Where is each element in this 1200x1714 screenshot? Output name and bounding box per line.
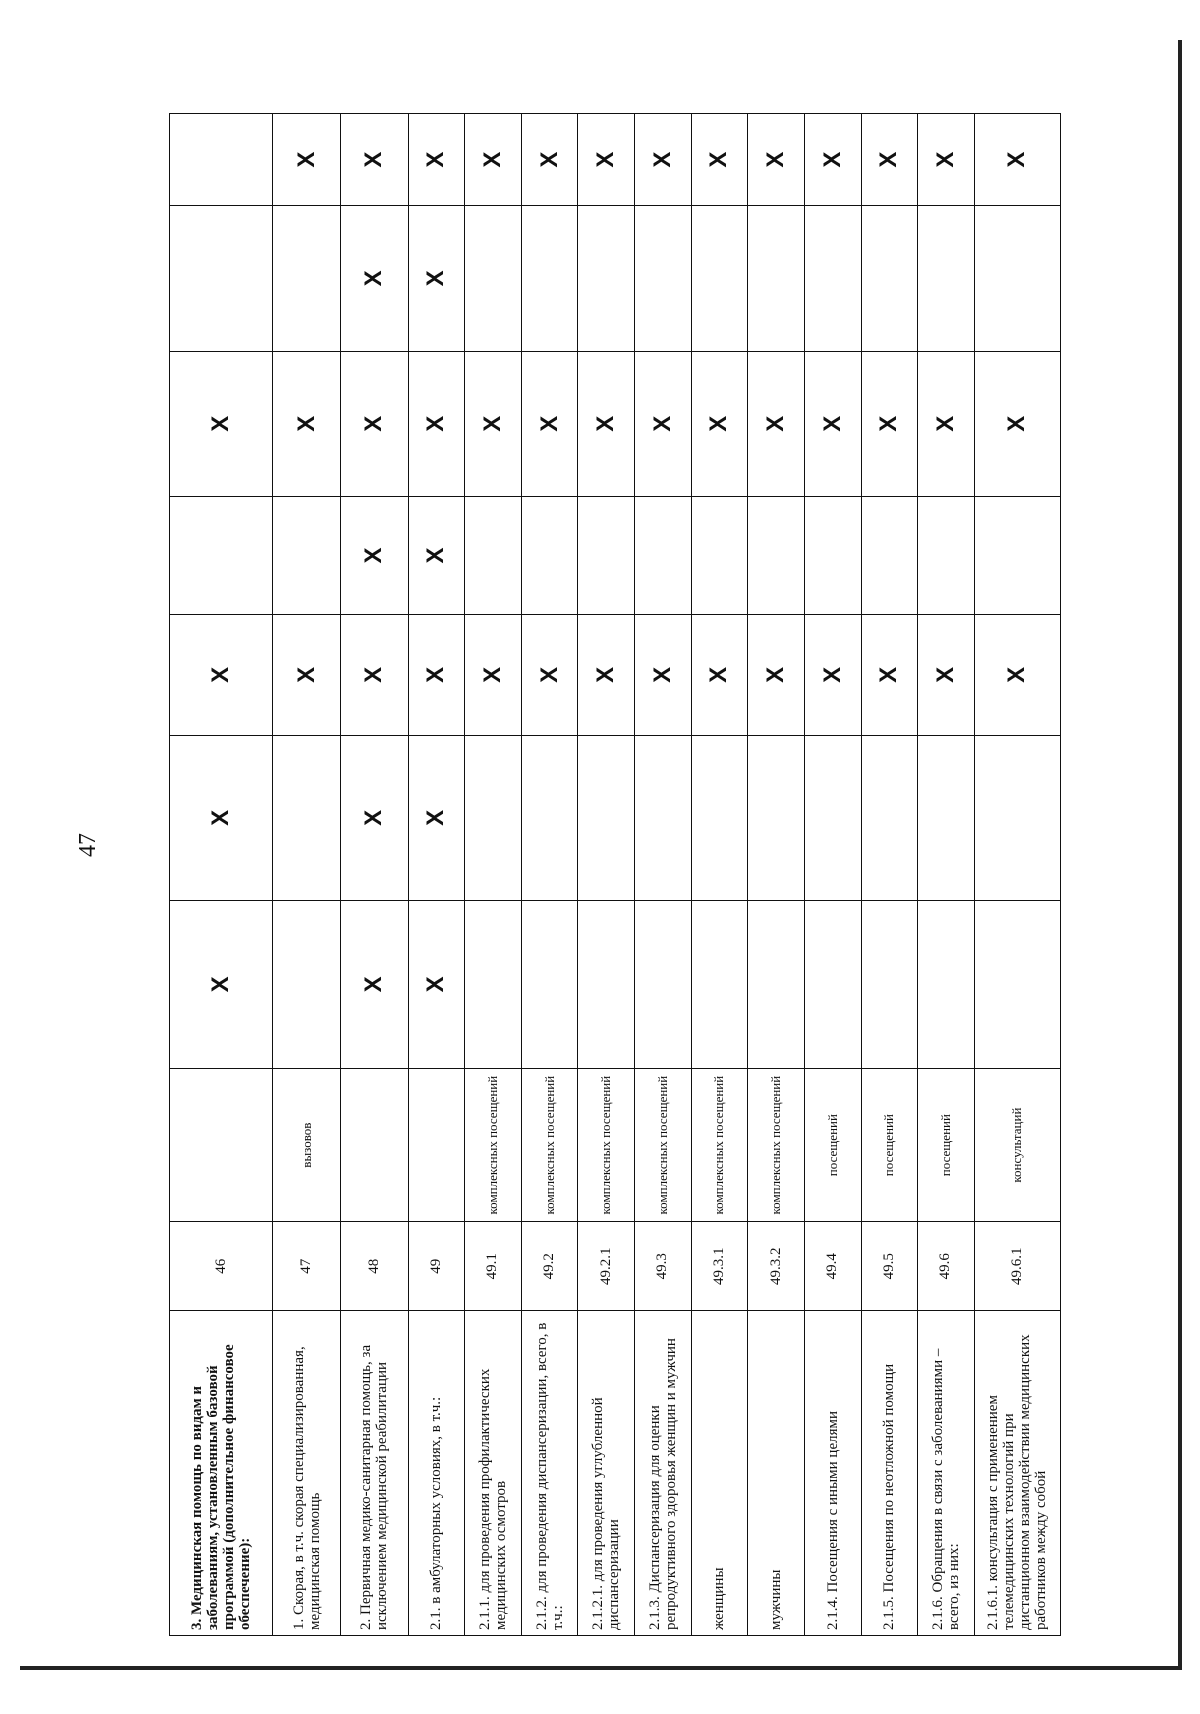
- x-mark-cell: X: [918, 351, 975, 496]
- x-mark-cell: [465, 735, 522, 900]
- x-mark-cell: [691, 901, 748, 1069]
- x-mark-cell: [804, 206, 861, 351]
- x-mark-cell: X: [170, 615, 273, 736]
- x-mark-cell: X: [578, 114, 635, 206]
- x-mark-cell: [974, 901, 1060, 1069]
- page-number: 47: [75, 833, 101, 857]
- x-mark-cell: [273, 206, 341, 351]
- x-mark-cell: X: [748, 615, 805, 736]
- unit-cell: посещений: [804, 1068, 861, 1222]
- table-row: [273, 114, 341, 1636]
- x-mark-cell: X: [974, 114, 1060, 206]
- x-mark-cell: X: [861, 615, 918, 736]
- row-name-cell: 2.1.1. для проведения профилактических медицинских осмотров: [465, 1311, 522, 1636]
- unit-cell: комплексных посещений: [465, 1068, 522, 1222]
- row-name-cell: мужчины: [748, 1311, 805, 1636]
- x-mark-cell: X: [918, 114, 975, 206]
- x-mark-cell: [918, 901, 975, 1069]
- x-mark-cell: [691, 206, 748, 351]
- x-mark-cell: [635, 206, 692, 351]
- row-name-cell: 2.1.3. Диспансеризация для оценки репродуктивного здоровья женщин и мужчин: [635, 1311, 692, 1636]
- x-mark-cell: X: [918, 615, 975, 736]
- x-mark-cell: X: [691, 615, 748, 736]
- row-name-cell: 2.1.2. для проведения диспансеризации, всего, в т.ч.:: [521, 1311, 578, 1636]
- x-mark-cell: X: [408, 615, 465, 736]
- x-mark-cell: X: [341, 351, 409, 496]
- x-mark-cell: X: [408, 735, 465, 900]
- x-mark-cell: X: [521, 114, 578, 206]
- table-row: [635, 114, 692, 1636]
- x-mark-cell: X: [408, 351, 465, 496]
- row-name-cell: 2.1.6. Обращения в связи с заболеваниями – всего, из них:: [918, 1311, 975, 1636]
- x-mark-cell: [273, 735, 341, 900]
- row-name-cell: 3. Медицинская помощь по видам и заболеваниям, установленным базовой программой (дополнительное финансовое обеспечение):: [170, 1311, 273, 1636]
- x-mark-cell: X: [408, 901, 465, 1069]
- table-row: [521, 114, 578, 1636]
- unit-cell: вызовов: [273, 1068, 341, 1222]
- x-mark-cell: [918, 496, 975, 614]
- x-mark-cell: X: [691, 351, 748, 496]
- x-mark-cell: X: [804, 114, 861, 206]
- x-mark-cell: X: [341, 735, 409, 900]
- row-name-cell: 2.1.6.1. консультация с применением телемедицинских технологий при дистанционном взаимодействии медицинских работников между собой: [974, 1311, 1060, 1636]
- data-table: [169, 113, 1061, 1636]
- x-mark-cell: [465, 496, 522, 614]
- x-mark-cell: X: [170, 901, 273, 1069]
- table-row: [748, 114, 805, 1636]
- row-name-cell: 1. Скорая, в т.ч. скорая специализированная, медицинская помощь: [273, 1311, 341, 1636]
- unit-cell: комплексных посещений: [635, 1068, 692, 1222]
- x-mark-cell: [578, 901, 635, 1069]
- row-name-cell: 2.1.5. Посещения по неотложной помощи: [861, 1311, 918, 1636]
- row-name-cell: 2. Первичная медико-санитарная помощь, за исключением медицинской реабилитации: [341, 1311, 409, 1636]
- row-number-cell: 49.1: [465, 1222, 522, 1311]
- x-mark-cell: X: [341, 206, 409, 351]
- x-mark-cell: X: [341, 615, 409, 736]
- row-name-cell: 2.1.2.1. для проведения углубленной диспансеризации: [578, 1311, 635, 1636]
- row-number-cell: 49.3.1: [691, 1222, 748, 1311]
- x-mark-cell: [804, 735, 861, 900]
- x-mark-cell: [521, 496, 578, 614]
- x-mark-cell: X: [273, 114, 341, 206]
- x-mark-cell: [748, 901, 805, 1069]
- x-mark-cell: [170, 496, 273, 614]
- scan-edge-right: [1178, 40, 1182, 1668]
- table-row: [341, 114, 409, 1636]
- x-mark-cell: X: [748, 114, 805, 206]
- row-name-cell: 2.1. в амбулаторных условиях, в т.ч.:: [408, 1311, 465, 1636]
- row-number-cell: 49.2: [521, 1222, 578, 1311]
- x-mark-cell: [804, 496, 861, 614]
- x-mark-cell: X: [341, 114, 409, 206]
- x-mark-cell: [521, 206, 578, 351]
- x-mark-cell: [861, 901, 918, 1069]
- x-mark-cell: X: [804, 615, 861, 736]
- unit-cell: [408, 1068, 465, 1222]
- table-row: [691, 114, 748, 1636]
- row-number-cell: 48: [341, 1222, 409, 1311]
- x-mark-cell: [465, 206, 522, 351]
- x-mark-cell: X: [408, 496, 465, 614]
- x-mark-cell: X: [408, 206, 465, 351]
- table-row: [861, 114, 918, 1636]
- table-row: [974, 114, 1060, 1636]
- unit-cell: [341, 1068, 409, 1222]
- unit-cell: [170, 1068, 273, 1222]
- x-mark-cell: X: [691, 114, 748, 206]
- x-mark-cell: X: [273, 351, 341, 496]
- unit-cell: комплексных посещений: [691, 1068, 748, 1222]
- row-name-cell: женщины: [691, 1311, 748, 1636]
- x-mark-cell: [170, 114, 273, 206]
- x-mark-cell: [691, 496, 748, 614]
- x-mark-cell: X: [170, 735, 273, 900]
- unit-cell: комплексных посещений: [748, 1068, 805, 1222]
- table-row: [804, 114, 861, 1636]
- row-number-cell: 49.4: [804, 1222, 861, 1311]
- x-mark-cell: [748, 735, 805, 900]
- row-number-cell: 47: [273, 1222, 341, 1311]
- x-mark-cell: [861, 206, 918, 351]
- unit-cell: комплексных посещений: [521, 1068, 578, 1222]
- x-mark-cell: X: [465, 615, 522, 736]
- x-mark-cell: X: [748, 351, 805, 496]
- x-mark-cell: X: [635, 615, 692, 736]
- x-mark-cell: [578, 735, 635, 900]
- x-mark-cell: [578, 496, 635, 614]
- x-mark-cell: X: [635, 351, 692, 496]
- x-mark-cell: X: [635, 114, 692, 206]
- scan-edge-bottom: [20, 1666, 1182, 1670]
- x-mark-cell: [465, 901, 522, 1069]
- x-mark-cell: [918, 735, 975, 900]
- x-mark-cell: [974, 206, 1060, 351]
- row-number-cell: 49.3.2: [748, 1222, 805, 1311]
- x-mark-cell: X: [578, 615, 635, 736]
- x-mark-cell: X: [861, 351, 918, 496]
- x-mark-cell: X: [974, 615, 1060, 736]
- x-mark-cell: X: [521, 615, 578, 736]
- unit-cell: посещений: [861, 1068, 918, 1222]
- x-mark-cell: X: [341, 901, 409, 1069]
- x-mark-cell: [521, 901, 578, 1069]
- x-mark-cell: X: [578, 351, 635, 496]
- x-mark-cell: [974, 735, 1060, 900]
- x-mark-cell: X: [861, 114, 918, 206]
- x-mark-cell: [635, 735, 692, 900]
- unit-cell: консультаций: [974, 1068, 1060, 1222]
- unit-cell: комплексных посещений: [578, 1068, 635, 1222]
- x-mark-cell: X: [974, 351, 1060, 496]
- x-mark-cell: [748, 496, 805, 614]
- unit-cell: посещений: [918, 1068, 975, 1222]
- x-mark-cell: [691, 735, 748, 900]
- x-mark-cell: [861, 496, 918, 614]
- x-mark-cell: [170, 206, 273, 351]
- x-mark-cell: [974, 496, 1060, 614]
- table-row: [465, 114, 522, 1636]
- x-mark-cell: [521, 735, 578, 900]
- table-row: [170, 114, 273, 1636]
- x-mark-cell: [635, 496, 692, 614]
- x-mark-cell: [635, 901, 692, 1069]
- table-row: [408, 114, 465, 1636]
- x-mark-cell: X: [408, 114, 465, 206]
- x-mark-cell: X: [170, 351, 273, 496]
- x-mark-cell: [918, 206, 975, 351]
- row-number-cell: 49: [408, 1222, 465, 1311]
- x-mark-cell: [748, 206, 805, 351]
- row-number-cell: 49.3: [635, 1222, 692, 1311]
- x-mark-cell: X: [273, 615, 341, 736]
- rotated-table-container: [169, 113, 1061, 1636]
- row-number-cell: 49.6: [918, 1222, 975, 1311]
- x-mark-cell: [273, 496, 341, 614]
- row-number-cell: 49.5: [861, 1222, 918, 1311]
- row-number-cell: 46: [170, 1222, 273, 1311]
- row-name-cell: 2.1.4. Посещения с иными целями: [804, 1311, 861, 1636]
- x-mark-cell: [804, 901, 861, 1069]
- x-mark-cell: [861, 735, 918, 900]
- x-mark-cell: [578, 206, 635, 351]
- x-mark-cell: X: [465, 114, 522, 206]
- x-mark-cell: X: [521, 351, 578, 496]
- table-row: [578, 114, 635, 1636]
- table-row: [918, 114, 975, 1636]
- row-number-cell: 49.6.1: [974, 1222, 1060, 1311]
- row-number-cell: 49.2.1: [578, 1222, 635, 1311]
- x-mark-cell: X: [804, 351, 861, 496]
- x-mark-cell: X: [341, 496, 409, 614]
- x-mark-cell: [273, 901, 341, 1069]
- x-mark-cell: X: [465, 351, 522, 496]
